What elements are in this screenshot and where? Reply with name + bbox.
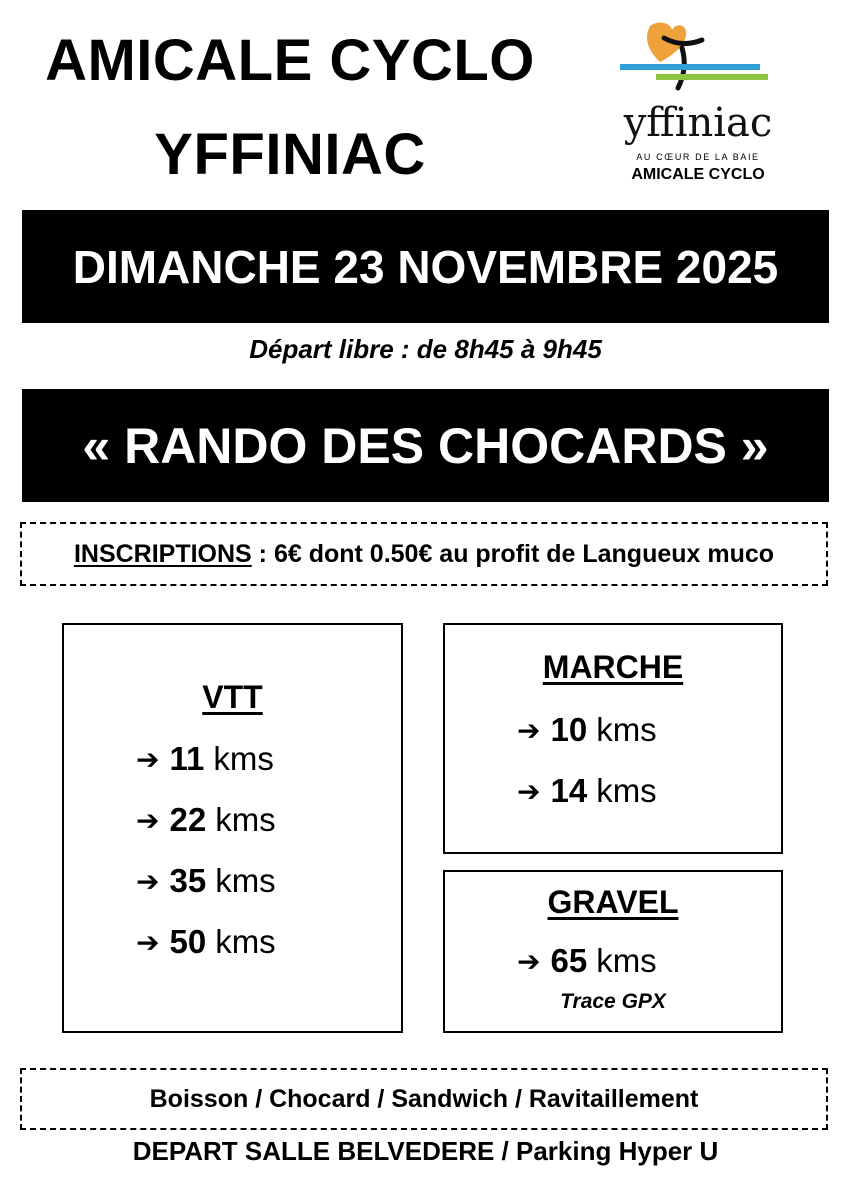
- arrow-right-icon: ➔: [517, 775, 541, 807]
- gravel-title: GRAVEL: [547, 884, 679, 920]
- distance-value: 10: [550, 711, 588, 748]
- club-title-line2: YFFINIAC: [154, 122, 426, 187]
- arrow-right-icon: ➔: [136, 865, 160, 897]
- marche-title: MARCHE: [542, 649, 684, 685]
- distance-value: 22: [169, 801, 207, 838]
- distance-unit: kms: [213, 740, 274, 777]
- amenities-text: Boisson / Chocard / Sandwich / Ravitaillement: [149, 1084, 699, 1113]
- arrow-right-icon: ➔: [136, 926, 160, 958]
- distance-value: 14: [550, 772, 588, 809]
- vtt-distance: [136, 923, 276, 961]
- event-name: « RANDO DES CHOCARDS »: [82, 417, 769, 474]
- registration-box: [20, 522, 828, 586]
- logo-tagline: AU CŒUR DE LA BAIE: [636, 152, 760, 162]
- arrow-right-icon: ➔: [136, 743, 160, 775]
- gravel-panel: [443, 870, 783, 1033]
- vtt-distance: [136, 801, 276, 839]
- vtt-distance: [136, 740, 274, 778]
- gravel-distance: [517, 942, 657, 980]
- event-date: DIMANCHE 23 NOVEMBRE 2025: [72, 240, 779, 293]
- logo-club-name: AMICALE CYCLO: [631, 166, 765, 183]
- arrow-right-icon: ➔: [136, 804, 160, 836]
- arrow-right-icon: ➔: [517, 945, 541, 977]
- registration-text: : 6€ dont 0.50€ au profit de Langueux muco: [251, 539, 775, 568]
- distance-value: 35: [169, 862, 207, 899]
- registration-label: INSCRIPTIONS: [73, 539, 252, 568]
- departure-time: Départ libre : de 8h45 à 9h45: [249, 334, 602, 364]
- marche-distance: [517, 772, 657, 810]
- distance-value: 11: [169, 740, 205, 777]
- start-location: DEPART SALLE BELVEDERE / Parking Hyper U: [132, 1136, 719, 1166]
- event-date-banner: [22, 210, 829, 323]
- club-title-line1: AMICALE CYCLO: [45, 28, 535, 93]
- distance-unit: kms: [215, 862, 276, 899]
- gravel-note: Trace GPX: [560, 990, 666, 1013]
- distance-value: 50: [169, 923, 207, 960]
- amenities-box: [20, 1068, 828, 1130]
- marche-panel: [443, 623, 783, 854]
- yffiniac-logo: [598, 18, 798, 188]
- vtt-distance: [136, 862, 276, 900]
- vtt-title: VTT: [202, 679, 263, 715]
- yffiniac-logo-icon: [598, 18, 798, 152]
- marche-distance: [517, 711, 657, 749]
- arrow-right-icon: ➔: [517, 714, 541, 746]
- vtt-panel: [62, 623, 403, 1033]
- distance-unit: kms: [596, 772, 657, 809]
- distance-unit: kms: [596, 711, 657, 748]
- distance-unit: kms: [215, 923, 276, 960]
- svg-text:yffiniac: yffiniac: [623, 100, 773, 146]
- distance-unit: kms: [596, 942, 657, 979]
- event-name-banner: [22, 389, 829, 502]
- distance-unit: kms: [215, 801, 276, 838]
- distance-value: 65: [550, 942, 588, 979]
